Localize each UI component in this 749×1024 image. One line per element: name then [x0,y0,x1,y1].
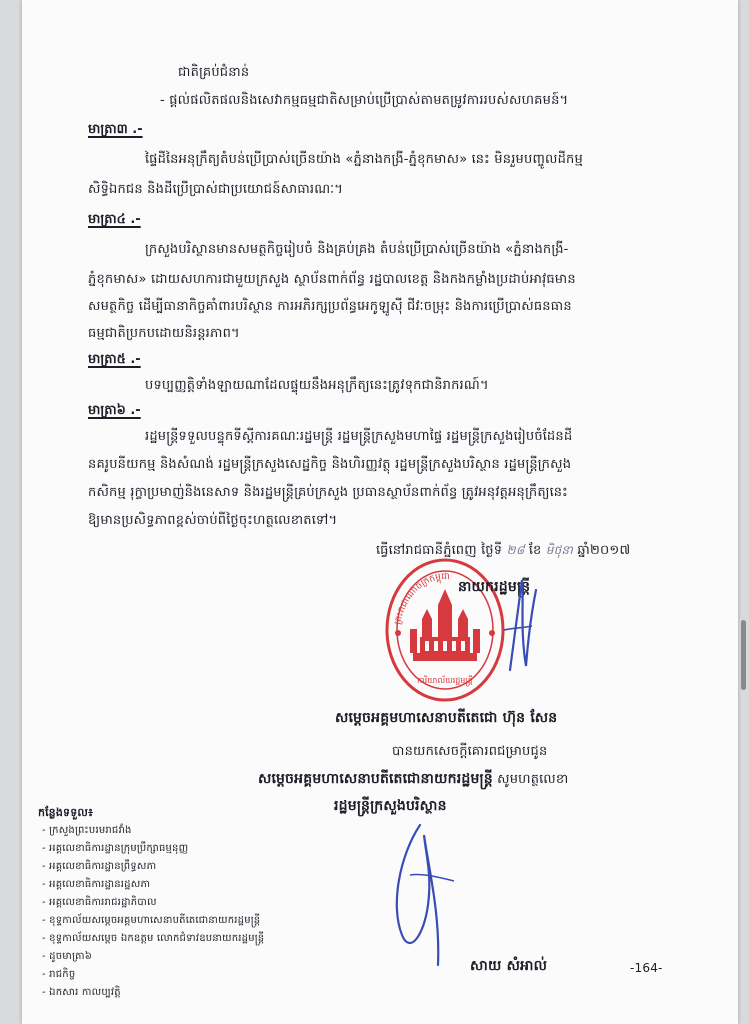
pm-signature [492,570,542,680]
recipient-item: - អគ្គលេខាធិការដ្ឋានរដ្ឋសភា [42,879,151,890]
recipients-heading: កន្លែងទទួល៖ [38,806,94,819]
submission-recipient: សម្តេចអគ្គមហាសេនាបតីតេជោនាយករដ្ឋមន្ត្រី [258,771,493,787]
article-5-heading: មាត្រា៥ .- [88,352,141,367]
recipient-item: - ខុទ្ទកាល័យសម្តេច ឯកឧត្តម លោកជំទាវឧបនាយករដ្ឋមន្ត្រី [42,933,265,944]
article-5-line: បទប្បញ្ញត្តិទាំងឡាយណាដែលផ្ទុយនឹងអនុក្រឹត្យនេះត្រូវទុកជានិរាករណ៍។ [145,378,489,393]
article-4-heading: មាត្រា៤ .- [88,212,141,227]
article-4-line: ក្រសួងបរិស្ថានមានសមត្ថកិច្ចរៀបចំ និងគ្រប់គ្រង តំបន់ប្រើប្រាស់ច្រើនយ៉ាង «ភ្នំនាងកង្រី- [145,242,569,257]
recipient-item: - រាជកិច្ច [42,969,76,980]
article-4-line: ភ្នំខុកមាស» ដោយសហការជាមួយក្រសួង ស្ថាប័នពាក់ព័ន្ធ រដ្ឋបាលខេត្ត និងកងកម្លាំងប្រដាប់អាវុធមាន [88,272,576,287]
pm-title: នាយករដ្ឋមន្ត្រី [458,579,531,595]
article-4-line: ធម្មជាតិប្រកបដោយនិរន្តរភាព។ [88,326,240,341]
article-6-line: ឱ្យមានប្រសិទ្ធភាពខ្ពស់ចាប់ពីថ្ងៃចុះហត្ថលេខាតទៅ។ [88,513,338,528]
submission-tail: សូមហត្ថលេខា [492,772,569,787]
article-3-line: សិទ្ធិឯកជន និងដីប្រើប្រាស់ជាប្រយោជន៍សាធារណៈ។ [88,182,344,197]
article-6-line: រដ្ឋមន្ត្រីទទួលបន្ទុកទីស្តីការគណៈរដ្ឋមន្ត្រី រដ្ឋមន្ត្រីក្រសួងមហាផ្ទៃ រដ្ឋមន្ត្រីក្រសួងរៀបចំដែនដី [145,429,573,444]
stamp-text: ព្រះរាជាណាចក្រកម្ពុជា [392,571,450,626]
date-month: មិថុនា [545,543,574,557]
article-3-line: ផ្ទៃដីនៃអនុក្រឹត្យតំបន់ប្រើប្រាស់ច្រើនយ៉ាង «ភ្នំនាងកង្រី-ភ្នំខុកមាស» នេះ មិនរួមបញ្ចូលដីកម្ម [145,152,583,167]
recipient-item: - អគ្គលេខាធិការរាជរដ្ឋាភិបាល [42,897,157,908]
date-day: ២៨ [506,543,525,557]
page-number: -164- [630,961,663,975]
recipient-item: - ក្រសួងព្រះបរមរាជវាំង [42,825,132,836]
article-3-heading: មាត្រា៣ .- [88,122,143,137]
recipient-item: - ដូចមាត្រា៦ [42,951,92,962]
pm-name: សម្តេចអគ្គមហាសេនាបតីតេជោ ហ៊ុន សែន [335,710,558,726]
recipient-item: - អគ្គលេខាធិការដ្ឋានក្រុមប្រឹក្សាធម្មនុញ្ញ [42,843,189,854]
vertical-scrollbar[interactable] [741,620,746,690]
date-prefix: ធ្វើនៅរាជធានីភ្នំពេញ ថ្ងៃទី [376,543,503,558]
date-year: ឆ្នាំ២០១៧ [577,543,631,558]
minister-name: សាយ សំអាល់ [470,958,548,974]
article-6-line: កសិកម្ម រុក្ខាប្រមាញ់និងនេសាទ និងរដ្ឋមន្ត្រីគ្រប់ក្រសួង ប្រធានស្ថាប័នពាក់ព័ន្ធ ត្រូវអនុវត្តអនុក្រឹត្យនេះ [88,485,568,500]
article-6-heading: មាត្រា៦ .- [88,403,141,418]
recipient-item: - អគ្គលេខាធិការដ្ឋានព្រឹទ្ធសភា [42,861,157,872]
top-line-1: ជាតិគ្រប់ជំនាន់ [178,65,250,80]
stamp-bottom-text: ការិយាល័យរដ្ឋមន្ត្រី [417,676,473,685]
recipient-item: - ឯកសារ កាលប្បវត្តិ [42,987,121,998]
submission-line-2 [258,770,568,789]
submission-line-3: រដ្ឋមន្ត្រីក្រសួងបរិស្ថាន [334,798,447,814]
recipient-item: - ខុទ្ទកាល័យសម្តេចអគ្គមហាសេនាបតីតេជោនាយករដ្ឋមន្ត្រី [42,915,261,926]
date-month-label: ខែ [528,543,542,558]
submission-line-1: បានយកសេចក្តីគោរពជម្រាបជូន [392,744,548,759]
minister-signature [380,815,470,975]
article-4-line: សមត្ថកិច្ច ដើម្បីធានាកិច្ចគាំពារបរិស្ថាន ការអភិរក្សប្រព័ន្ធអេកូឡូស៊ី ជីវៈចម្រុះ និងការប្រើប្រាស់ធនធាន [88,299,572,314]
top-line-2: - ផ្តល់ផលិតផលនិងសេវាកម្មធម្មជាតិសម្រាប់ប្រើប្រាស់តាមតម្រូវការរបស់សហគមន៍។ [160,93,569,108]
article-6-line: នគរូបនីយកម្ម និងសំណង់ រដ្ឋមន្ត្រីក្រសួងសេដ្ឋកិច្ច និងហិរញ្ញវត្ថុ រដ្ឋមន្ត្រីក្រសួងបរិស្ថាន រដ្ឋមន្ត្រីក្រសួង [88,457,572,472]
